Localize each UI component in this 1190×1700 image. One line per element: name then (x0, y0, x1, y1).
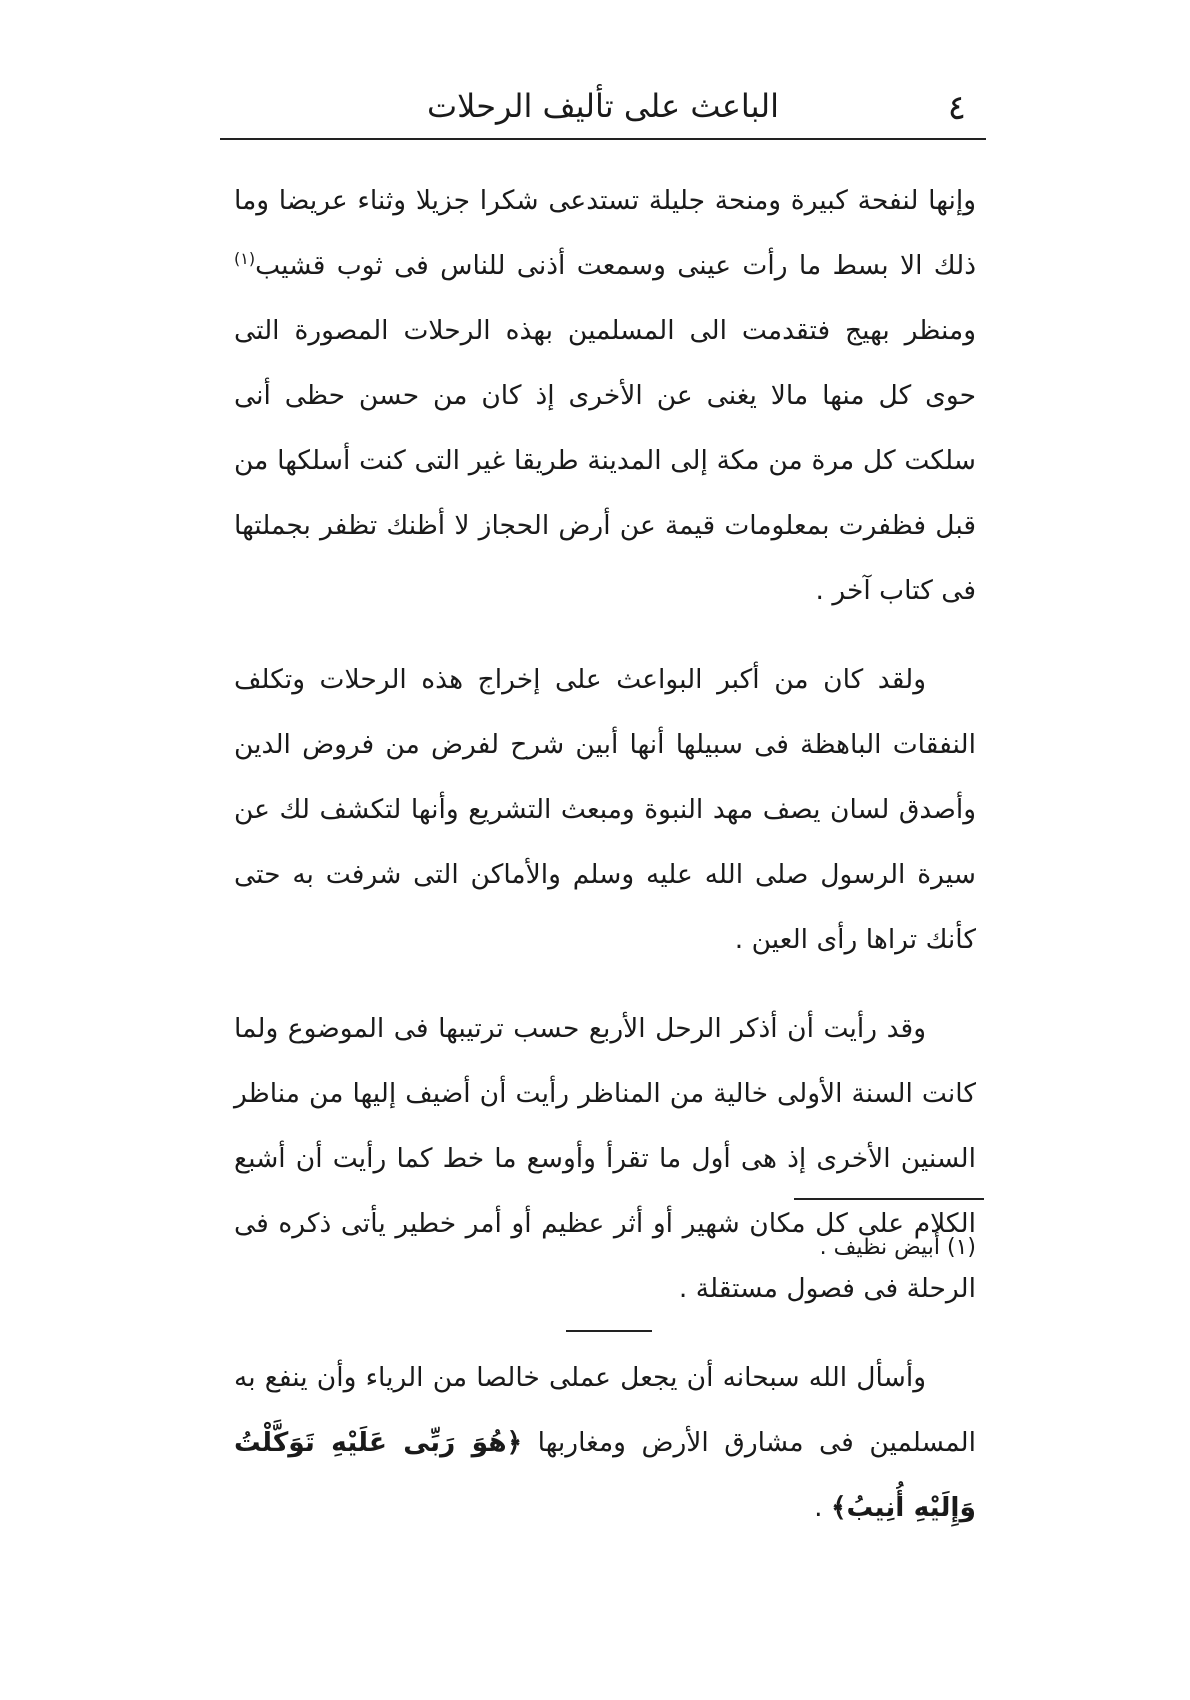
header-rule (220, 138, 986, 140)
paragraph-1-text-b: ومنظر بهيج فتقدمت الى المسلمين بهذه الرحلات المصورة التى حوى كل منها مالا يغنى عن الأخرى إذ كان من حسن حظى أنى سلكت كل مرة من مكة إلى المدينة طريقا غير التى كنت أسلكها من قبل فظفرت بمعلومات قيمة عن أرض الحجاز لا أظنك تظفر بجملتها فى كتاب آخر . (234, 315, 976, 606)
end-ornament-rule (566, 1330, 652, 1332)
quran-quote: ﴿هُوَ رَبِّى عَلَيْهِ تَوَكَّلْتُ وَإِلَيْهِ أُنِيبُ﴾ (234, 1427, 976, 1523)
footnote-rule (794, 1198, 984, 1200)
paragraph-1-text-a: وإنها لنفحة كبيرة ومنحة جليلة تستدعى شكرا جزيلا وثناء عريضا وما ذلك الا بسط ما رأت عينى وسمعت أذنى للناس فى ثوب قشيب (234, 185, 976, 281)
paragraph-3: وقد رأيت أن أذكر الرحل الأربع حسب ترتيبها فى الموضوع ولما كانت السنة الأولى خالية من المناظر رأيت أن أضيف إليها من مناظر السنين الأخرى إذ هى أول ما تقرأ وأوسع ما خط كما رأيت أن أشبع الكلام على كل مكان شهير أو أثر عظيم أو أمر خطير يأتى ذكره فى الرحلة فى فصول مستقلة . (234, 1013, 976, 1304)
paragraph-4 (234, 1345, 976, 1540)
footnote: (١) أبيض نظيف . (819, 1235, 976, 1260)
running-title: الباعث على تأليف الرحلات (427, 87, 779, 125)
paragraph-2: ولقد كان من أكبر البواعث على إخراج هذه الرحلات وتكلف النفقات الباهظة فى سبيلها أنها أبين شرح لفرض من فروض الدين وأصدق لسان يصف مهد النبوة ومبعث التشريع وأنها لتكشف لك عن سيرة الرسول صلى الله عليه وسلم والأماكن التى شرفت به حتى كأنك تراها رأى العين . (234, 664, 976, 955)
paragraph-4-text: وأسأل الله سبحانه أن يجعل عملى خالصا من الرياء وأن ينفع به المسلمين فى مشارق الأرض ومغاربها (234, 1362, 976, 1458)
paragraph-1 (234, 168, 976, 623)
paragraph-4-end: . (814, 1492, 831, 1523)
body-text (234, 168, 976, 1540)
footnote-reference: (١) (234, 249, 256, 269)
page-header (220, 80, 986, 140)
page-number: ٤ (947, 88, 966, 128)
